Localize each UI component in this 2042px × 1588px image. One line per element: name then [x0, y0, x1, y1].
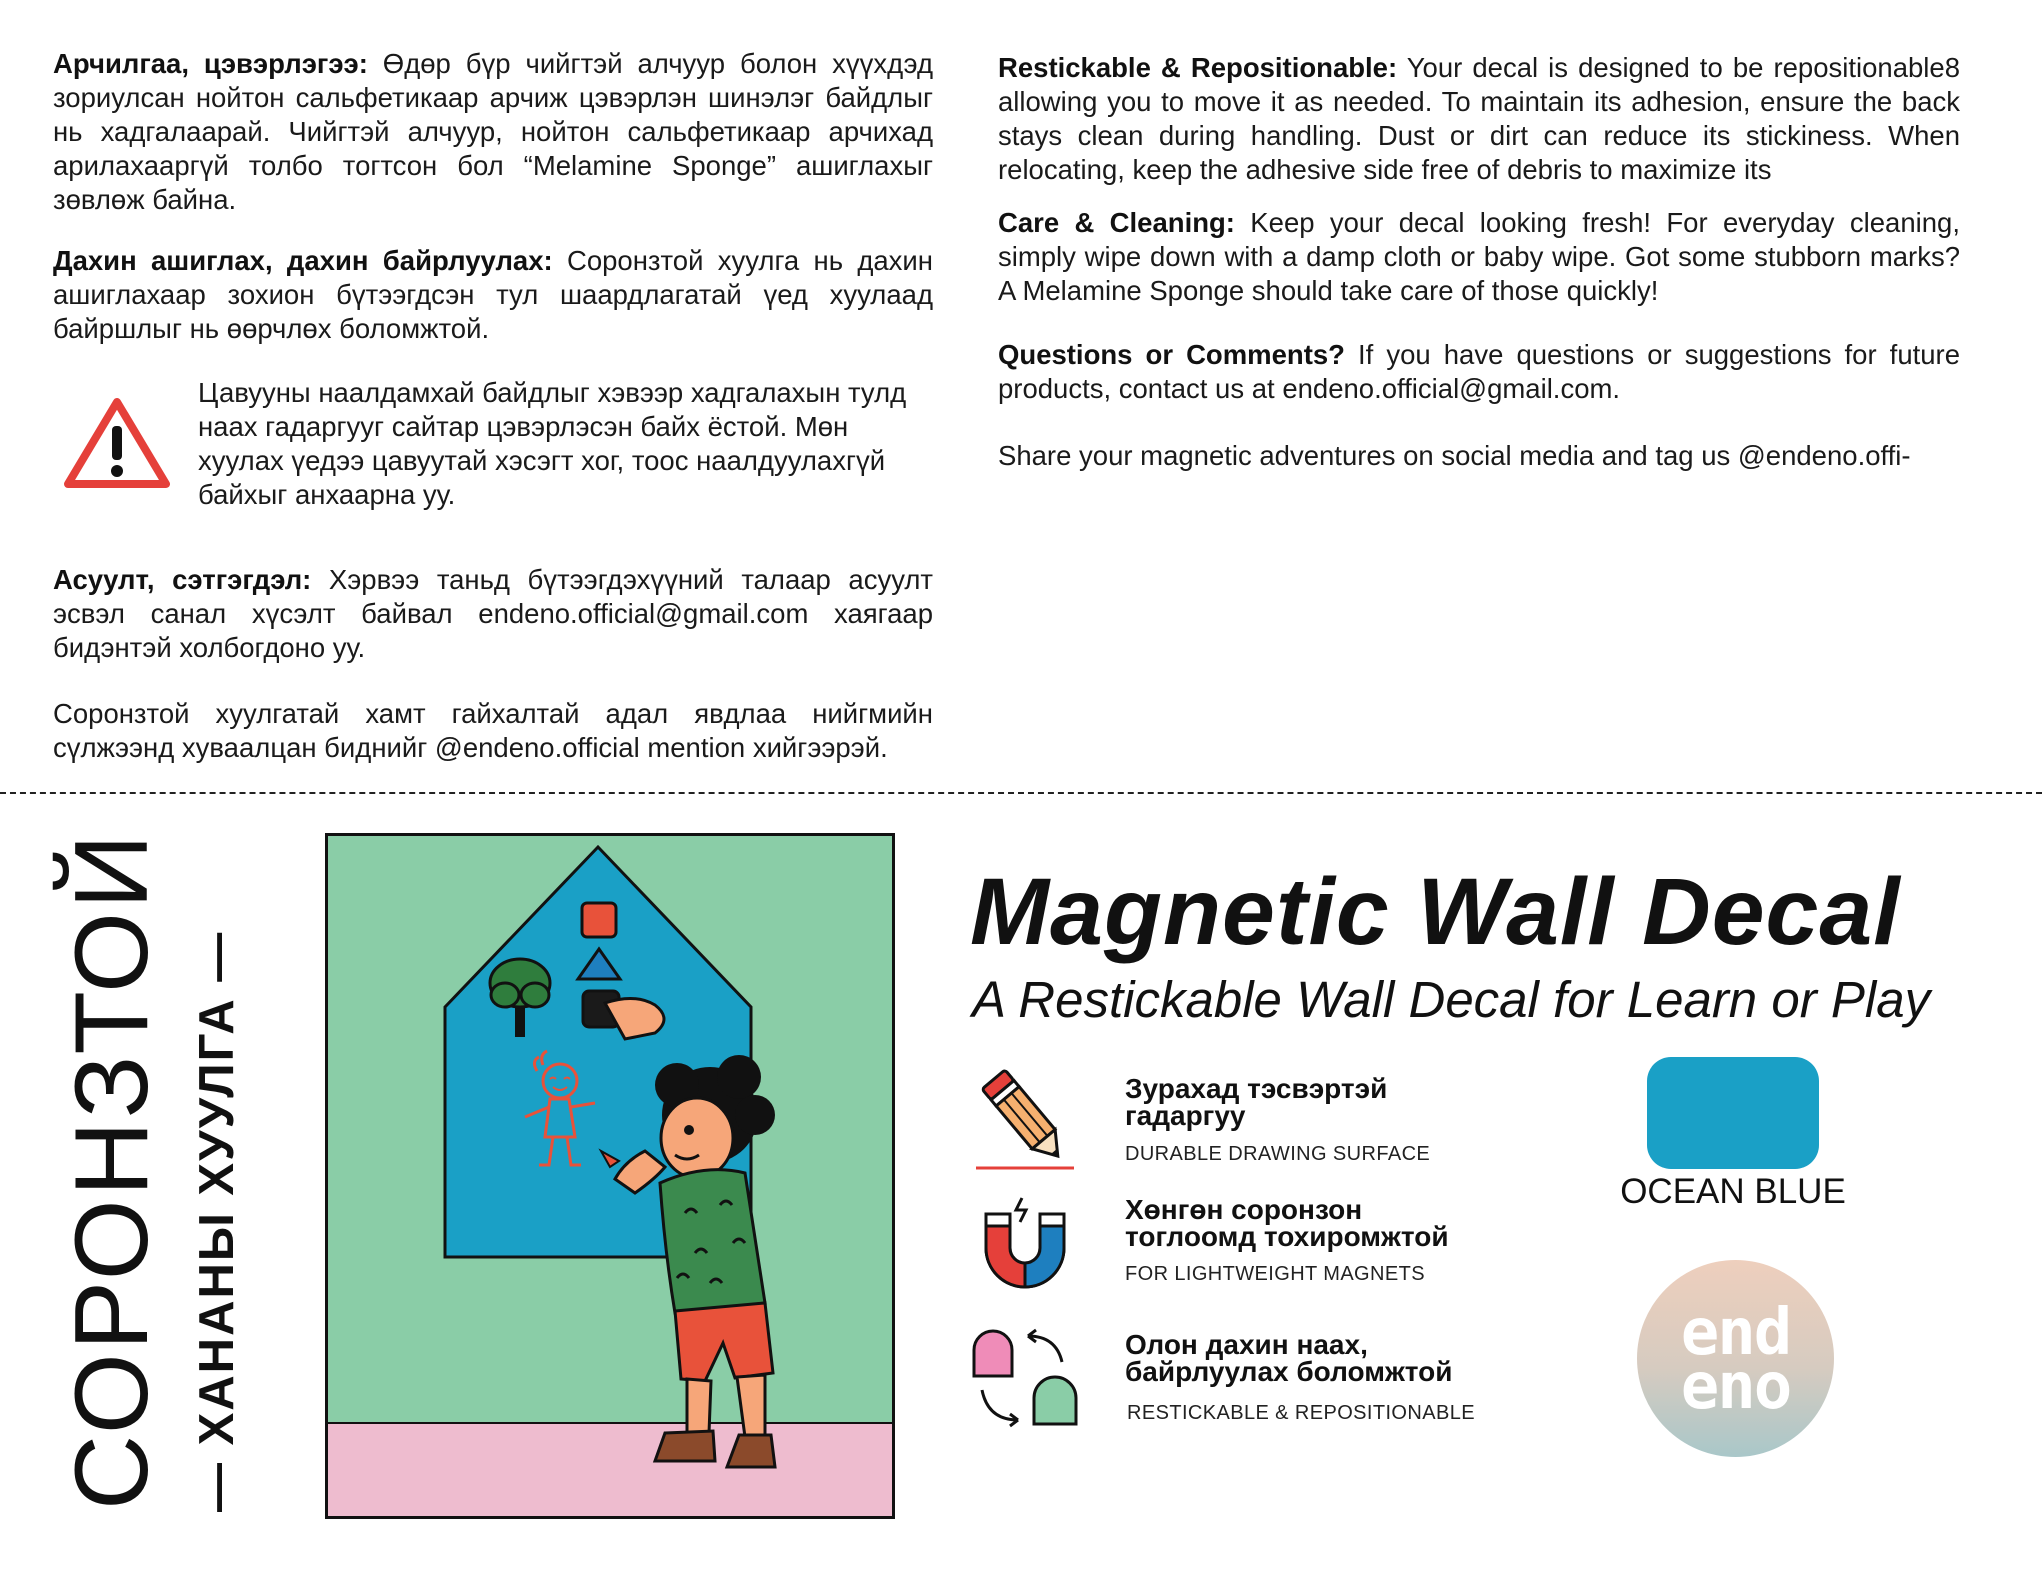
- questions-paragraph-mn: [53, 563, 933, 665]
- cut-line-divider: [0, 792, 2042, 794]
- restickable-paragraph-en: [998, 51, 1960, 187]
- feature-restickable-title: [1125, 1331, 1452, 1385]
- feature-drawing-title-line2: гадаргуу: [1125, 1100, 1246, 1131]
- reposition-icon: [970, 1328, 1082, 1430]
- product-subtitle: A Restickable Wall Decal for Learn or Play: [972, 971, 1931, 1028]
- illustration: [325, 833, 895, 1519]
- restickable-paragraph-mn: [53, 244, 933, 346]
- brand-logo: [1637, 1260, 1834, 1457]
- feature-restickable-title-line1: Олон дахин наах,: [1125, 1329, 1368, 1360]
- share-paragraph-en: Share your magnetic adventures on social media and tag us @endeno.offi-: [998, 440, 1911, 471]
- feature-restickable-title-line2: байрлуулах боломжтой: [1125, 1356, 1453, 1387]
- restickable-text-mn: Соронзтой хуулга нь дахин ашиглахаар зохион бүтээгдсэн тул шаардлагатай үед хуулаад байршлыг нь өөрчлөх боломжтой.: [53, 245, 933, 344]
- care-cleaning-label-mn: Арчилгаа, цэвэрлэгээ:: [53, 48, 368, 79]
- share-paragraph-mn: Соронзтой хуулгатай хамт гайхалтай адал явдлаа нийгмийн сүлжээнд хуваалцан биднийг @endeno.official mention хийгээрэй.: [53, 698, 933, 763]
- restickable-label-mn: Дахин ашиглах, дахин байрлуулах:: [53, 245, 553, 276]
- warning-icon: [62, 396, 172, 492]
- questions-label-en: Questions or Comments?: [998, 339, 1345, 370]
- color-name-label: OCEAN BLUE: [1620, 1172, 1846, 1211]
- questions-paragraph-en: [998, 338, 1960, 406]
- logo-text-line2: eno: [1680, 1350, 1791, 1424]
- questions-text-en: If you have questions or suggestions for future products, contact us at endeno.official@gmail.com.: [998, 339, 1960, 404]
- feature-restickable-subtitle: RESTICKABLE & REPOSITIONABLE: [1127, 1402, 1475, 1424]
- care-cleaning-text-en: Keep your decal looking fresh! For everyday cleaning, simply wipe down with a damp cloth or baby wipe. Got some stubborn marks? A Melamine Sponge should take care of those quickly!: [998, 207, 1960, 306]
- pencil-icon: [972, 1064, 1078, 1170]
- vertical-title: СОРОНЗТОЙ: [54, 831, 170, 1510]
- feature-magnets-title-line2: тоглоомд тохиромжтой: [1125, 1221, 1449, 1252]
- care-cleaning-paragraph-mn: [53, 47, 933, 217]
- feature-drawing-subtitle: DURABLE DRAWING SURFACE: [1125, 1143, 1431, 1165]
- warning-text-mn: Цавууны наалдамхай байдлыг хэвээр хадгалахын тулд наах гадаргууг сайтар цэвэрлэсэн байх ёстой. Мөн хуулах үедээ цавуутай хэсэгт хог, тоос наалдуулахгүй байхыг анхаарна уу.: [198, 377, 907, 510]
- feature-magnets-subtitle: FOR LIGHTWEIGHT MAGNETS: [1125, 1263, 1425, 1285]
- care-cleaning-paragraph-en: [998, 206, 1960, 308]
- care-cleaning-label-en: Care & Cleaning:: [998, 207, 1235, 238]
- feature-drawing-title: [1125, 1075, 1387, 1129]
- restickable-label-en: Restickable & Repositionable:: [998, 52, 1398, 83]
- feature-drawing-title-line1: Зурахад тэсвэртэй: [1125, 1073, 1388, 1104]
- color-swatch: [1647, 1057, 1819, 1169]
- restickable-text-en: Your decal is designed to be repositionable8 allowing you to move it as needed. To maintain its adhesion, ensure the back stays clean during handling. Dust or dirt can reduce its stickiness. When relocating, keep the adhesive side free of debris to maximize its: [998, 52, 1960, 185]
- feature-magnets-title-line1: Хөнгөн соронзон: [1125, 1194, 1363, 1225]
- questions-text-mn: Хэрвээ таньд бүтээгдэхүүний талаар асуулт эсвэл санал хүсэлт байвал endeno.official@gmail.com хаягаар бидэнтэй холбогдоно уу.: [53, 564, 933, 663]
- questions-label-mn: Асуулт, сэтгэгдэл:: [53, 564, 312, 595]
- magnet-icon: [978, 1196, 1072, 1294]
- vertical-subtitle: — ХАНАНЫ ХУУЛГА —: [190, 930, 244, 1512]
- feature-magnets-title: [1125, 1196, 1449, 1250]
- logo-text-line1: end: [1680, 1296, 1791, 1370]
- care-cleaning-text-mn: Өдөр бүр чийгтэй алчуур болон хүүхдэд зориулсан нойтон сальфетикаар арчиж цэвэрлэн шинэлэг байдлыг нь хадгалаарай. Чийгтэй алчуур, нойтон сальфетикаар арчихад арилахааргүй толбо тогтсон бол “Melamine Sponge” ашиглахыг зөвлөж байна.: [53, 48, 934, 215]
- product-title: Magnetic Wall Decal: [970, 859, 1901, 965]
